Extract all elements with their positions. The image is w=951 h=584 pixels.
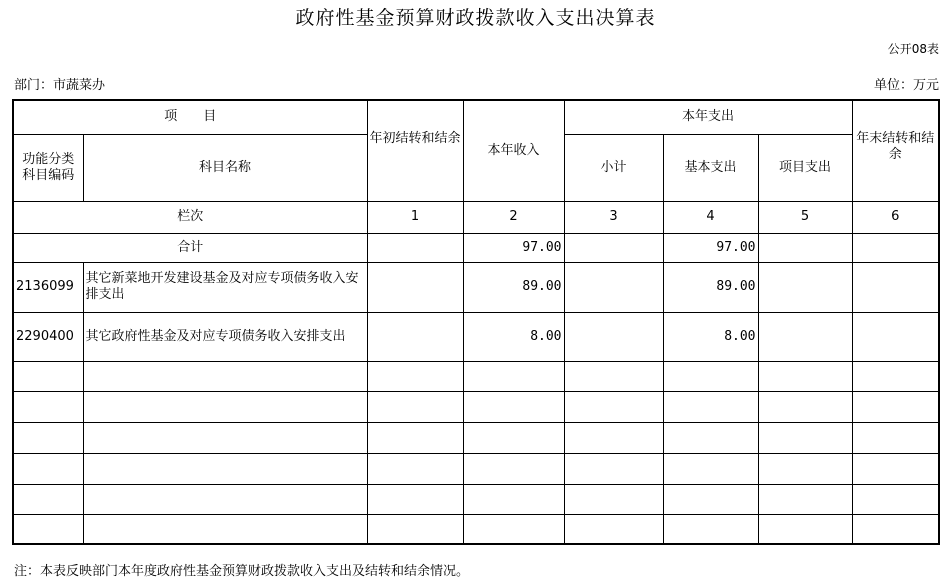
total-project-expense (758, 233, 852, 262)
column-index-label: 栏次 (13, 201, 367, 233)
table-row (13, 312, 939, 361)
row-project-expense (758, 312, 852, 361)
total-subtotal (564, 233, 663, 262)
header-item: 项 目 (13, 100, 367, 134)
row-name: 其它新菜地开发建设基金及对应专项债务收入安排支出 (83, 262, 367, 312)
row-end-balance (852, 262, 939, 312)
total-label: 合计 (13, 233, 367, 262)
row-income: 89.00 (463, 262, 564, 312)
column-index-row (13, 201, 939, 233)
header-subject-name: 科目名称 (83, 134, 367, 201)
total-end-balance (852, 233, 939, 262)
column-index-num: 3 (564, 201, 663, 233)
row-basic-expense: 89.00 (663, 262, 758, 312)
row-end-balance (852, 312, 939, 361)
row-subtotal (564, 262, 663, 312)
header-income: 本年收入 (463, 100, 564, 201)
total-begin-balance (367, 233, 463, 262)
empty-row (13, 484, 939, 514)
empty-row (13, 514, 939, 544)
header-end-balance: 年末结转和结余 (852, 100, 939, 201)
empty-row (13, 453, 939, 484)
unit-label: 单位：万元 (873, 78, 939, 93)
row-begin-balance (367, 262, 463, 312)
row-code: 2290400 (13, 312, 83, 361)
empty-row (13, 391, 939, 422)
row-name: 其它政府性基金及对应专项债务收入安排支出 (83, 312, 367, 361)
fund-table (12, 99, 940, 545)
total-row (13, 233, 939, 262)
header-subtotal: 小计 (564, 134, 663, 201)
header-row-1 (13, 100, 939, 134)
table-row (13, 262, 939, 312)
row-basic-expense: 8.00 (663, 312, 758, 361)
column-index-num: 5 (758, 201, 852, 233)
header-basic-expense: 基本支出 (663, 134, 758, 201)
total-basic-expense: 97.00 (663, 233, 758, 262)
row-code: 2136099 (13, 262, 83, 312)
header-begin-balance: 年初结转和结余 (367, 100, 463, 201)
empty-row (13, 422, 939, 453)
department-label: 部门：市蔬菜办 (14, 78, 106, 93)
row-income: 8.00 (463, 312, 564, 361)
column-index-num: 1 (367, 201, 463, 233)
page-title: 政府性基金预算财政拨款收入支出决算表 (295, 7, 656, 29)
total-income: 97.00 (463, 233, 564, 262)
column-index-num: 2 (463, 201, 564, 233)
row-begin-balance (367, 312, 463, 361)
header-func-code: 功能分类科目编码 (13, 134, 83, 201)
column-index-num: 6 (852, 201, 939, 233)
empty-row (13, 361, 939, 391)
row-subtotal (564, 312, 663, 361)
row-project-expense (758, 262, 852, 312)
footnote: 注：本表反映部门本年度政府性基金预算财政拨款收入支出及结转和结余情况。 (14, 564, 470, 579)
column-index-num: 4 (663, 201, 758, 233)
form-number: 公开08表 (887, 42, 939, 56)
header-expense: 本年支出 (564, 100, 852, 134)
header-project-expense: 项目支出 (758, 134, 852, 201)
